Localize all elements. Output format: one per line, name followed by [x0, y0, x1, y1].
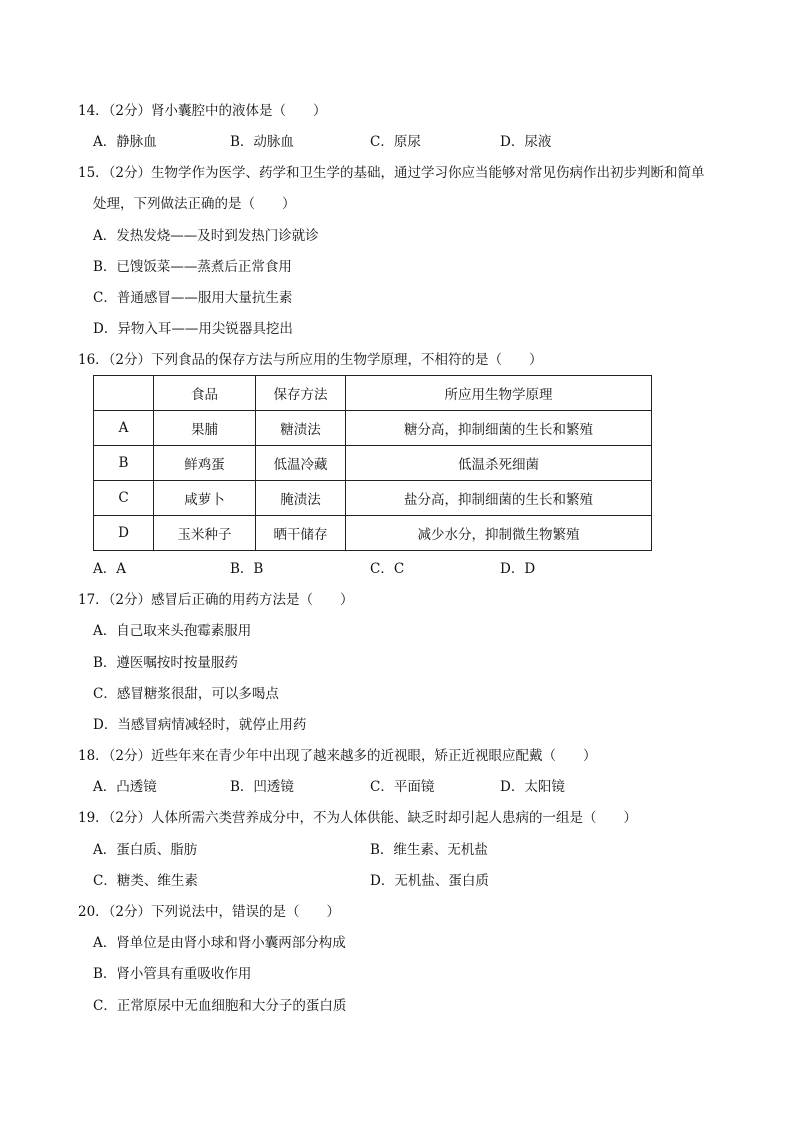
q18-option-d: D．太阳镜 — [500, 779, 565, 795]
table-header-cell — [94, 376, 154, 411]
q14-option-d: D．尿液 — [500, 134, 552, 150]
question-15-stem-line1: 15．（2分）生物学作为医学、药学和卫生学的基础，通过学习你应当能够对常见伤病作出初步判断和简单 — [78, 165, 705, 181]
q17-option-c: C．感冒糖浆很甜，可以多喝点 — [93, 686, 279, 702]
q16-option-d: D．D — [500, 561, 536, 577]
question-18-stem: 18．（2分）近些年来在青少年中出现了越来越多的近视眼，矫正近视眼应配戴（ ） — [78, 748, 597, 764]
table-row — [94, 516, 652, 551]
table-cell: 鲜鸡蛋 — [154, 446, 256, 481]
q19-option-a: A．蛋白质、脂肪 — [93, 842, 198, 858]
table-row — [94, 411, 652, 446]
question-19-stem: 19．（2分）人体所需六类营养成分中，不为人体供能、缺乏时却引起人患病的一组是（ ） — [78, 810, 638, 826]
q15-option-a: A．发热发烧——及时到发热门诊就诊 — [93, 228, 319, 244]
q20-option-b: B．肾小管具有重吸收作用 — [93, 966, 252, 982]
table-cell: 玉米种子 — [154, 516, 256, 551]
table-cell: 腌渍法 — [256, 481, 346, 516]
table-cell: D — [94, 516, 154, 551]
table-cell: 盐分高，抑制细菌的生长和繁殖 — [346, 481, 652, 516]
table-header-cell: 食品 — [154, 376, 256, 411]
q16-option-b: B．B — [230, 561, 264, 577]
table-cell: 糖渍法 — [256, 411, 346, 446]
table-cell: C — [94, 481, 154, 516]
q16-option-a: A．A — [93, 561, 126, 577]
q14-option-b: B．动脉血 — [230, 134, 294, 150]
question-16-stem: 16．（2分）下列食品的保存方法与所应用的生物学原理，不相符的是（ ） — [78, 352, 543, 368]
q17-option-d: D．当感冒病情减轻时，就停止用药 — [93, 717, 307, 733]
table-cell: 低温杀死细菌 — [346, 446, 652, 481]
table-cell: 糖分高，抑制细菌的生长和繁殖 — [346, 411, 652, 446]
q19-option-b: B．维生素、无机盐 — [370, 842, 488, 858]
table-row — [94, 481, 652, 516]
q18-option-a: A．凸透镜 — [93, 779, 157, 795]
q17-option-b: B．遵医嘱按时按量服药 — [93, 655, 238, 671]
table-cell: 晒干储存 — [256, 516, 346, 551]
q18-option-b: B．凹透镜 — [230, 779, 294, 795]
table-header-cell: 保存方法 — [256, 376, 346, 411]
q15-option-b: B．已馊饭菜——蒸煮后正常食用 — [93, 259, 292, 275]
q18-option-c: C．平面镜 — [370, 779, 435, 795]
preservation-table — [93, 375, 652, 551]
q17-option-a: A．自己取来头孢霉素服用 — [93, 623, 252, 639]
q19-option-c: C．糖类、维生素 — [93, 873, 198, 889]
table-row — [94, 446, 652, 481]
table-cell: 咸萝卜 — [154, 481, 256, 516]
q15-option-d: D．异物入耳——用尖锐器具挖出 — [93, 321, 293, 337]
table-cell: 低温冷藏 — [256, 446, 346, 481]
q14-option-a: A．静脉血 — [93, 134, 157, 150]
question-15-stem-line2: 处理，下列做法正确的是（ ） — [93, 196, 296, 212]
table-cell: A — [94, 411, 154, 446]
table-header-row — [94, 376, 652, 411]
q20-option-c: C．正常原尿中无血细胞和大分子的蛋白质 — [93, 998, 347, 1014]
q14-option-c: C．原尿 — [370, 134, 421, 150]
question-20-stem: 20．（2分）下列说法中，错误的是（ ） — [78, 904, 341, 920]
q15-option-c: C．普通感冒——服用大量抗生素 — [93, 290, 293, 306]
table-cell: 果脯 — [154, 411, 256, 446]
q19-option-d: D．无机盐、蛋白质 — [370, 873, 489, 889]
table-cell: 减少水分，抑制微生物繁殖 — [346, 516, 652, 551]
question-17-stem: 17．（2分）感冒后正确的用药方法是（ ） — [78, 592, 354, 608]
table-header-cell: 所应用生物学原理 — [346, 376, 652, 411]
q20-option-a: A．肾单位是由肾小球和肾小囊两部分构成 — [93, 935, 346, 951]
table-cell: B — [94, 446, 154, 481]
q16-option-c: C．C — [370, 561, 405, 577]
question-14-stem: 14．（2分）肾小囊腔中的液体是（ ） — [78, 103, 327, 119]
